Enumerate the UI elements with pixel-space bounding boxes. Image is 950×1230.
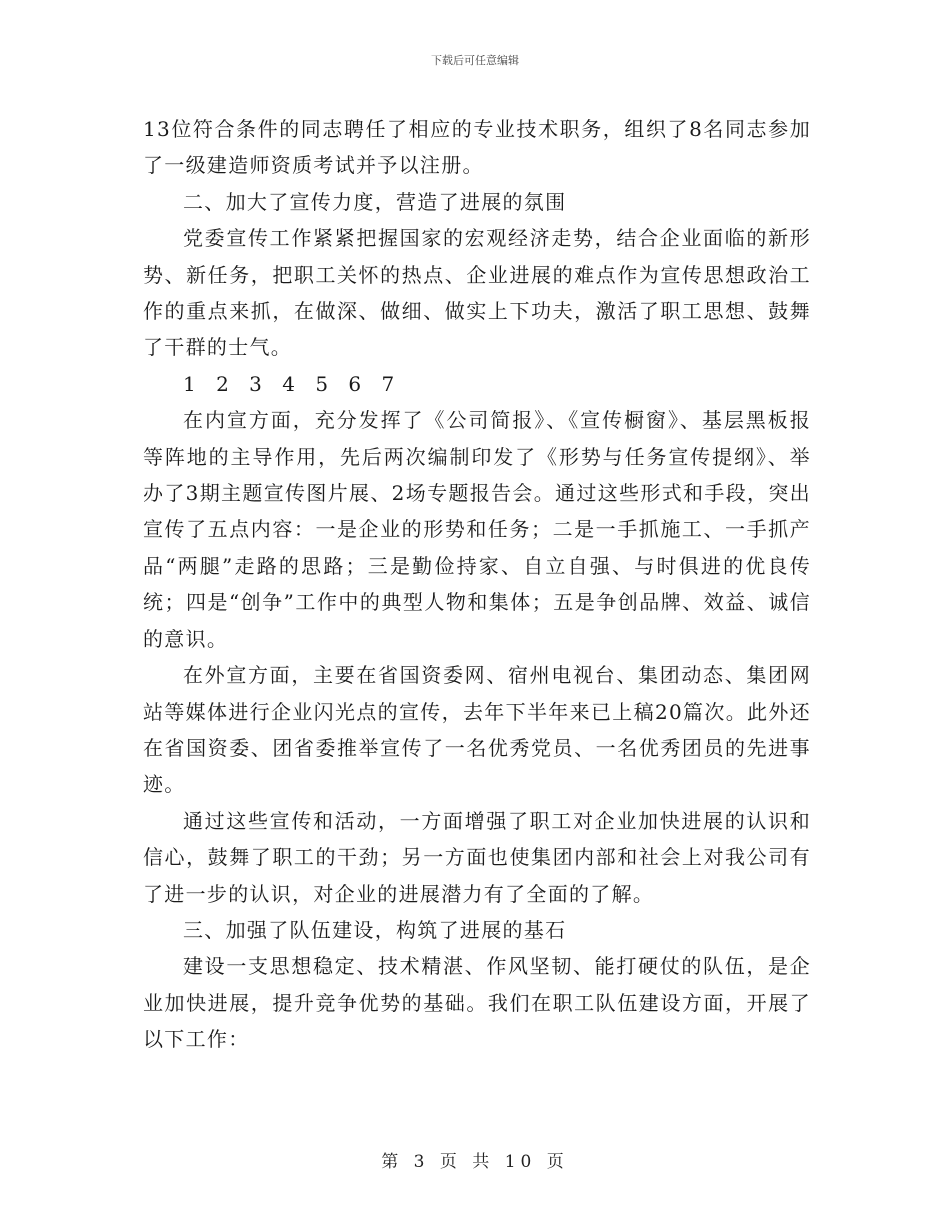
- paragraph-party-publicity: 党委宣传工作紧紧把握国家的宏观经济走势，结合企业面临的新形势、新任务，把职工关怀的热点、企业进展的难点作为宣传思想政治工作的重点来抓，在做深、做细、做实上下功夫，激活了职工思想、鼓舞了干群的士气。: [143, 226, 811, 360]
- page-header-note: 下载后可任意编辑: [431, 54, 519, 67]
- paragraph-number-sequence: 1 2 3 4 5 6 7: [183, 371, 402, 396]
- section-heading-team-building: 三、加强了队伍建设，构筑了进展的基石: [183, 917, 567, 942]
- paragraph-external-publicity: 在外宣方面，主要在省国资委网、宿州电视台、集团动态、集团网站等媒体进行企业闪光点的宣传，去年下半年来已上稿20篇次。此外还在省国资委、团省委推举宣传了一名优秀党员、一名优秀团员的先进事迹。: [143, 663, 811, 797]
- paragraph-internal-publicity: 在内宣方面，充分发挥了《公司简报》、《宣传橱窗》、基层黑板报等阵地的主导作用，先后两次编制印发了《形势与任务宣传提纲》、举办了3期主题宣传图片展、2场专题报告会。通过这些形式和手段，突出宣传了五点内容：一是企业的形势和任务；二是一手抓施工、一手抓产品“两腿”走路的思路；三是勤俭持家、自立自强、与时俱进的优良传统；四是“创争”工作中的典型人物和集体；五是争创品牌、效益、诚信的意识。: [143, 408, 811, 651]
- section-heading-publicity: 二、加大了宣传力度，营造了进展的氛围: [183, 189, 567, 214]
- paragraph-staff-appointments: 13位符合条件的同志聘任了相应的专业技术职务，组织了8名同志参加了一级建造师资质考试并予以注册。: [143, 117, 811, 178]
- page-number-footer: 第 3 页 共 10 页: [381, 1152, 569, 1172]
- paragraph-publicity-results: 通过这些宣传和活动，一方面增强了职工对企业加快进展的认识和信心，鼓舞了职工的干劲；另一方面也使集团内部和社会上对我公司有了进一步的认识，对企业的进展潜力有了全面的了解。: [143, 808, 811, 906]
- paragraph-team-building: 建设一支思想稳定、技术精湛、作风坚韧、能打硬仗的队伍，是企业加快进展，提升竞争优势的基础。我们在职工队伍建设方面，开展了以下工作：: [143, 954, 811, 1052]
- document-body: [143, 111, 811, 1058]
